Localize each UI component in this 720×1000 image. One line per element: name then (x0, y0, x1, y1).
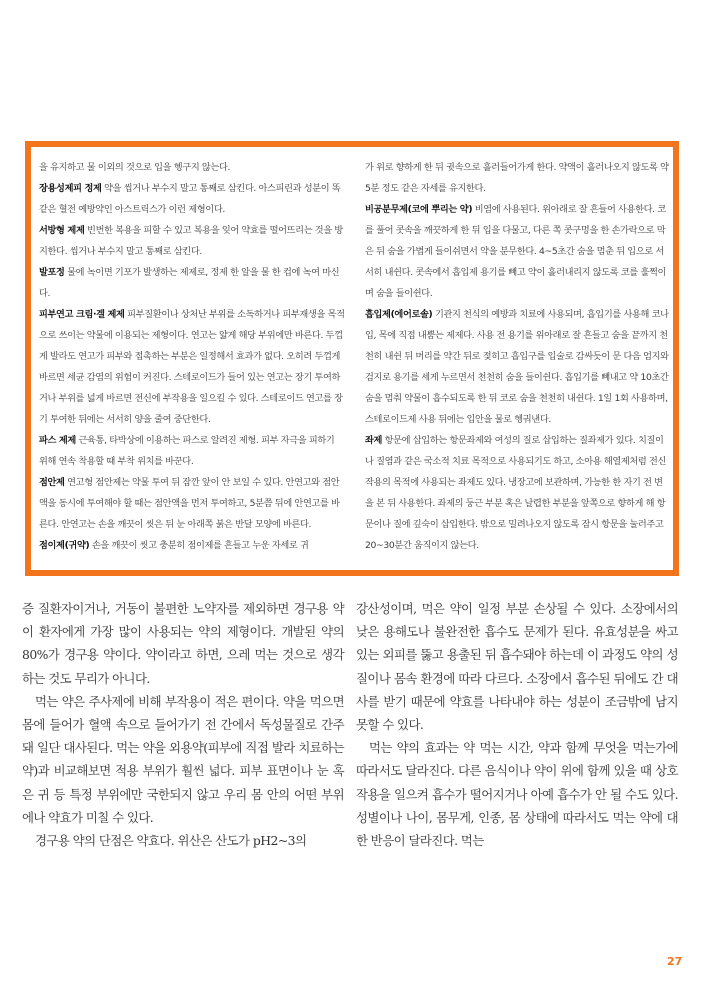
article-left-column (22, 597, 344, 852)
body-paragraph: 경구용 약의 단점은 약효다. 위산은 산도가 pH2~3의 (35, 833, 307, 849)
sidebar-entry: 피부연고 크림·겔 제제 피부질환이나 상처난 부위를 소독하거나 피부재생을 목적으로 쓰이는 약물에 이용되는 제형이다. 연고는 얇게 해당 부위에만 바른다. 두껍게 발라도 연고가 피부와 접촉하는 부분은 일정해서 효과가 없다. 오히려 두껍게 바르면 세균 감염의 위험이 커진다. 스테로이드가 들어 있는 연고는 장기 투여하거나 부위를 넓게 바르면 전신에 부작용을 일으킬 수 있다. 스테로이드 연고를 장기 투여한 뒤에는 서서히 양을 줄여 중단한다. (39, 309, 345, 425)
body-paragraph: 강산성이며, 먹은 약이 일정 부분 손상될 수 있다. 소장에서의 낮은 용해도나 불완전한 흡수도 문제가 된다. 유효성분을 싸고 있는 외피를 뚫고 용출된 뒤 흡수돼야 하는데 이 과정도 약의 성질이나 몸속 환경에 따라 다르다. 소장에서 흡수된 뒤에도 간 대사를 받기 때문에 약효를 나타내야 하는 성분이 조금밖에 남지 못할 수 있다. (356, 601, 678, 733)
sidebar-entry: 점이제(귀약) 손을 깨끗이 씻고 충분히 점이제를 흔들고 누운 자세로 귀 (39, 540, 309, 551)
sidebar-entry: 서방형 제제 빈번한 복용을 피할 수 있고 복용을 잊어 약효를 떨어뜨리는 것을 방지한다. 씹거나 부수지 말고 통째로 삼킨다. (39, 225, 343, 257)
sidebar-left-column (39, 157, 345, 556)
page-number: 27 (667, 955, 683, 968)
sidebar-entry: 비공분무제(코에 뿌리는 약) 비염에 사용된다. 위아래로 잘 흔들어 사용한다. 코를 풀어 콧속을 깨끗하게 한 뒤 입을 다물고, 다른 쪽 콧구멍을 한 손가락으로 막은 뒤 숨을 가볍게 들이쉬면서 약을 분무한다. 4~5초간 숨을 멈춘 뒤 입으로 서서히 내쉰다. 콧속에서 흡입제 용기를 빼고 약이 흘러내리지 않도록 코를 훌쩍이며 숨을 들이쉰다. (365, 204, 667, 299)
body-paragraph: 먹는 약의 효과는 약 먹는 시간, 약과 함께 무엇을 먹는가에 따라서도 달라진다. 다른 음식이나 약이 위에 함께 있을 때 상호작용을 일으켜 흡수가 떨어지거나 아예 흡수가 안 될 수도 있다. 성별이나 나이, 몸무게, 인종, 몸 상태에 따라서도 먹는 약에 대한 반응이 달라진다. 먹는 (356, 740, 678, 849)
sidebar-entry: 점안제 연고형 점안제는 약물 투여 뒤 잠깐 앞이 안 보일 수 있다. 안연고와 점안액을 동시에 투여해야 할 때는 점안액을 먼저 투여하고, 5분쯤 뒤에 안연고를 바른다. 안연고는 손을 깨끗이 씻은 뒤 눈 아래쪽 붉은 반달 모양에 바른다. (39, 477, 340, 530)
sidebar-entry: 발포정 물에 녹이면 기포가 발생하는 제제로, 정제 한 알을 물 한 컵에 녹여 마신다. (39, 267, 340, 299)
body-paragraph: 증 질환자이거나, 거동이 불편한 노약자를 제외하면 경구용 약이 환자에게 가장 많이 사용되는 약의 제형이다. 개발된 약의 80%가 경구용 약이다. 약이라고 하면, 으레 먹는 것으로 생각하는 것도 무리가 아니다. (22, 601, 344, 686)
sidebar-entry: 가 위로 향하게 한 뒤 귓속으로 흘러들어가게 한다. 약액이 흘러나오지 않도록 약 5분 정도 같은 자세를 유지한다. (365, 162, 669, 194)
sidebar-entry: 좌제 항문에 삽입하는 항문좌제와 여성의 질로 삽입하는 질좌제가 있다. 치질이나 질염과 같은 국소적 치료 목적으로 사용되기도 하고, 소아용 해열제처럼 전신 작용의 목적에 사용되는 좌제도 있다. 냉장고에 보관하며, 가능한 한 자기 전 변을 본 뒤 사용한다. 좌제의 둥근 부분 혹은 날렵한 부분을 앞쪽으로 향하게 해 항문이나 질에 깊숙이 삽입한다. 밖으로 밀려나오지 않도록 잠시 항문을 눌러주고 20~30분간 움직이지 않는다. (365, 435, 667, 551)
sidebar-entry: 흡입제(에어로솔) 기관지 천식의 예방과 치료에 사용되며, 흡입기를 사용해 코나 입, 목에 직접 내뿜는 제제다. 사용 전 용기를 위아래로 잘 흔들고 숨을 끝까지 천천히 내쉰 뒤 머리를 약간 뒤로 젖히고 흡입구를 입술로 감싸듯이 문 다음 엄지와 검지로 용기를 세게 누르면서 천천히 숨을 들이쉰다. 흡입기를 빼내고 약 10초간 숨을 멈춰 약물이 흡수되도록 한 뒤 코로 숨을 천천히 내쉰다. 1일 1회 사용하며, 스테로이드제 사용 뒤에는 입안을 물로 헹궈낸다. (365, 309, 669, 425)
sidebar-entry: 파스 제제 근육통, 타박상에 이용하는 파스로 알려진 제형. 피부 자극을 피하기 위해 연속 착용할 때 부착 위치를 바꾼다. (39, 435, 335, 467)
sidebar-entry: 장용성제피 정제 약을 씹거나 부수지 말고 통째로 삼킨다. 아스피린과 성분이 똑같은 혈전 예방약인 아스트릭스가 이런 제형이다. (39, 183, 341, 215)
body-paragraph: 먹는 약은 주사제에 비해 부작용이 적은 편이다. 약을 먹으면 몸에 들어가 혈액 속으로 들어가기 전 간에서 독성물질로 간주돼 일단 대사된다. 먹는 약을 외용약(피부에 직접 발라 치료하는 약)과 비교해보면 적용 부위가 훨씬 넓다. 피부 표면이나 눈 혹은 귀 등 특정 부위에만 국한되지 않고 우리 몸 안의 어떤 부위에나 약효가 미칠 수 있다. (22, 693, 344, 825)
sidebar-right-column (365, 157, 671, 556)
article-right-column (356, 597, 678, 852)
sidebar-entry: 을 유지하고 물 이외의 것으로 입을 헹구지 않는다. (39, 162, 231, 173)
dosage-forms-sidebar-box (25, 141, 679, 576)
